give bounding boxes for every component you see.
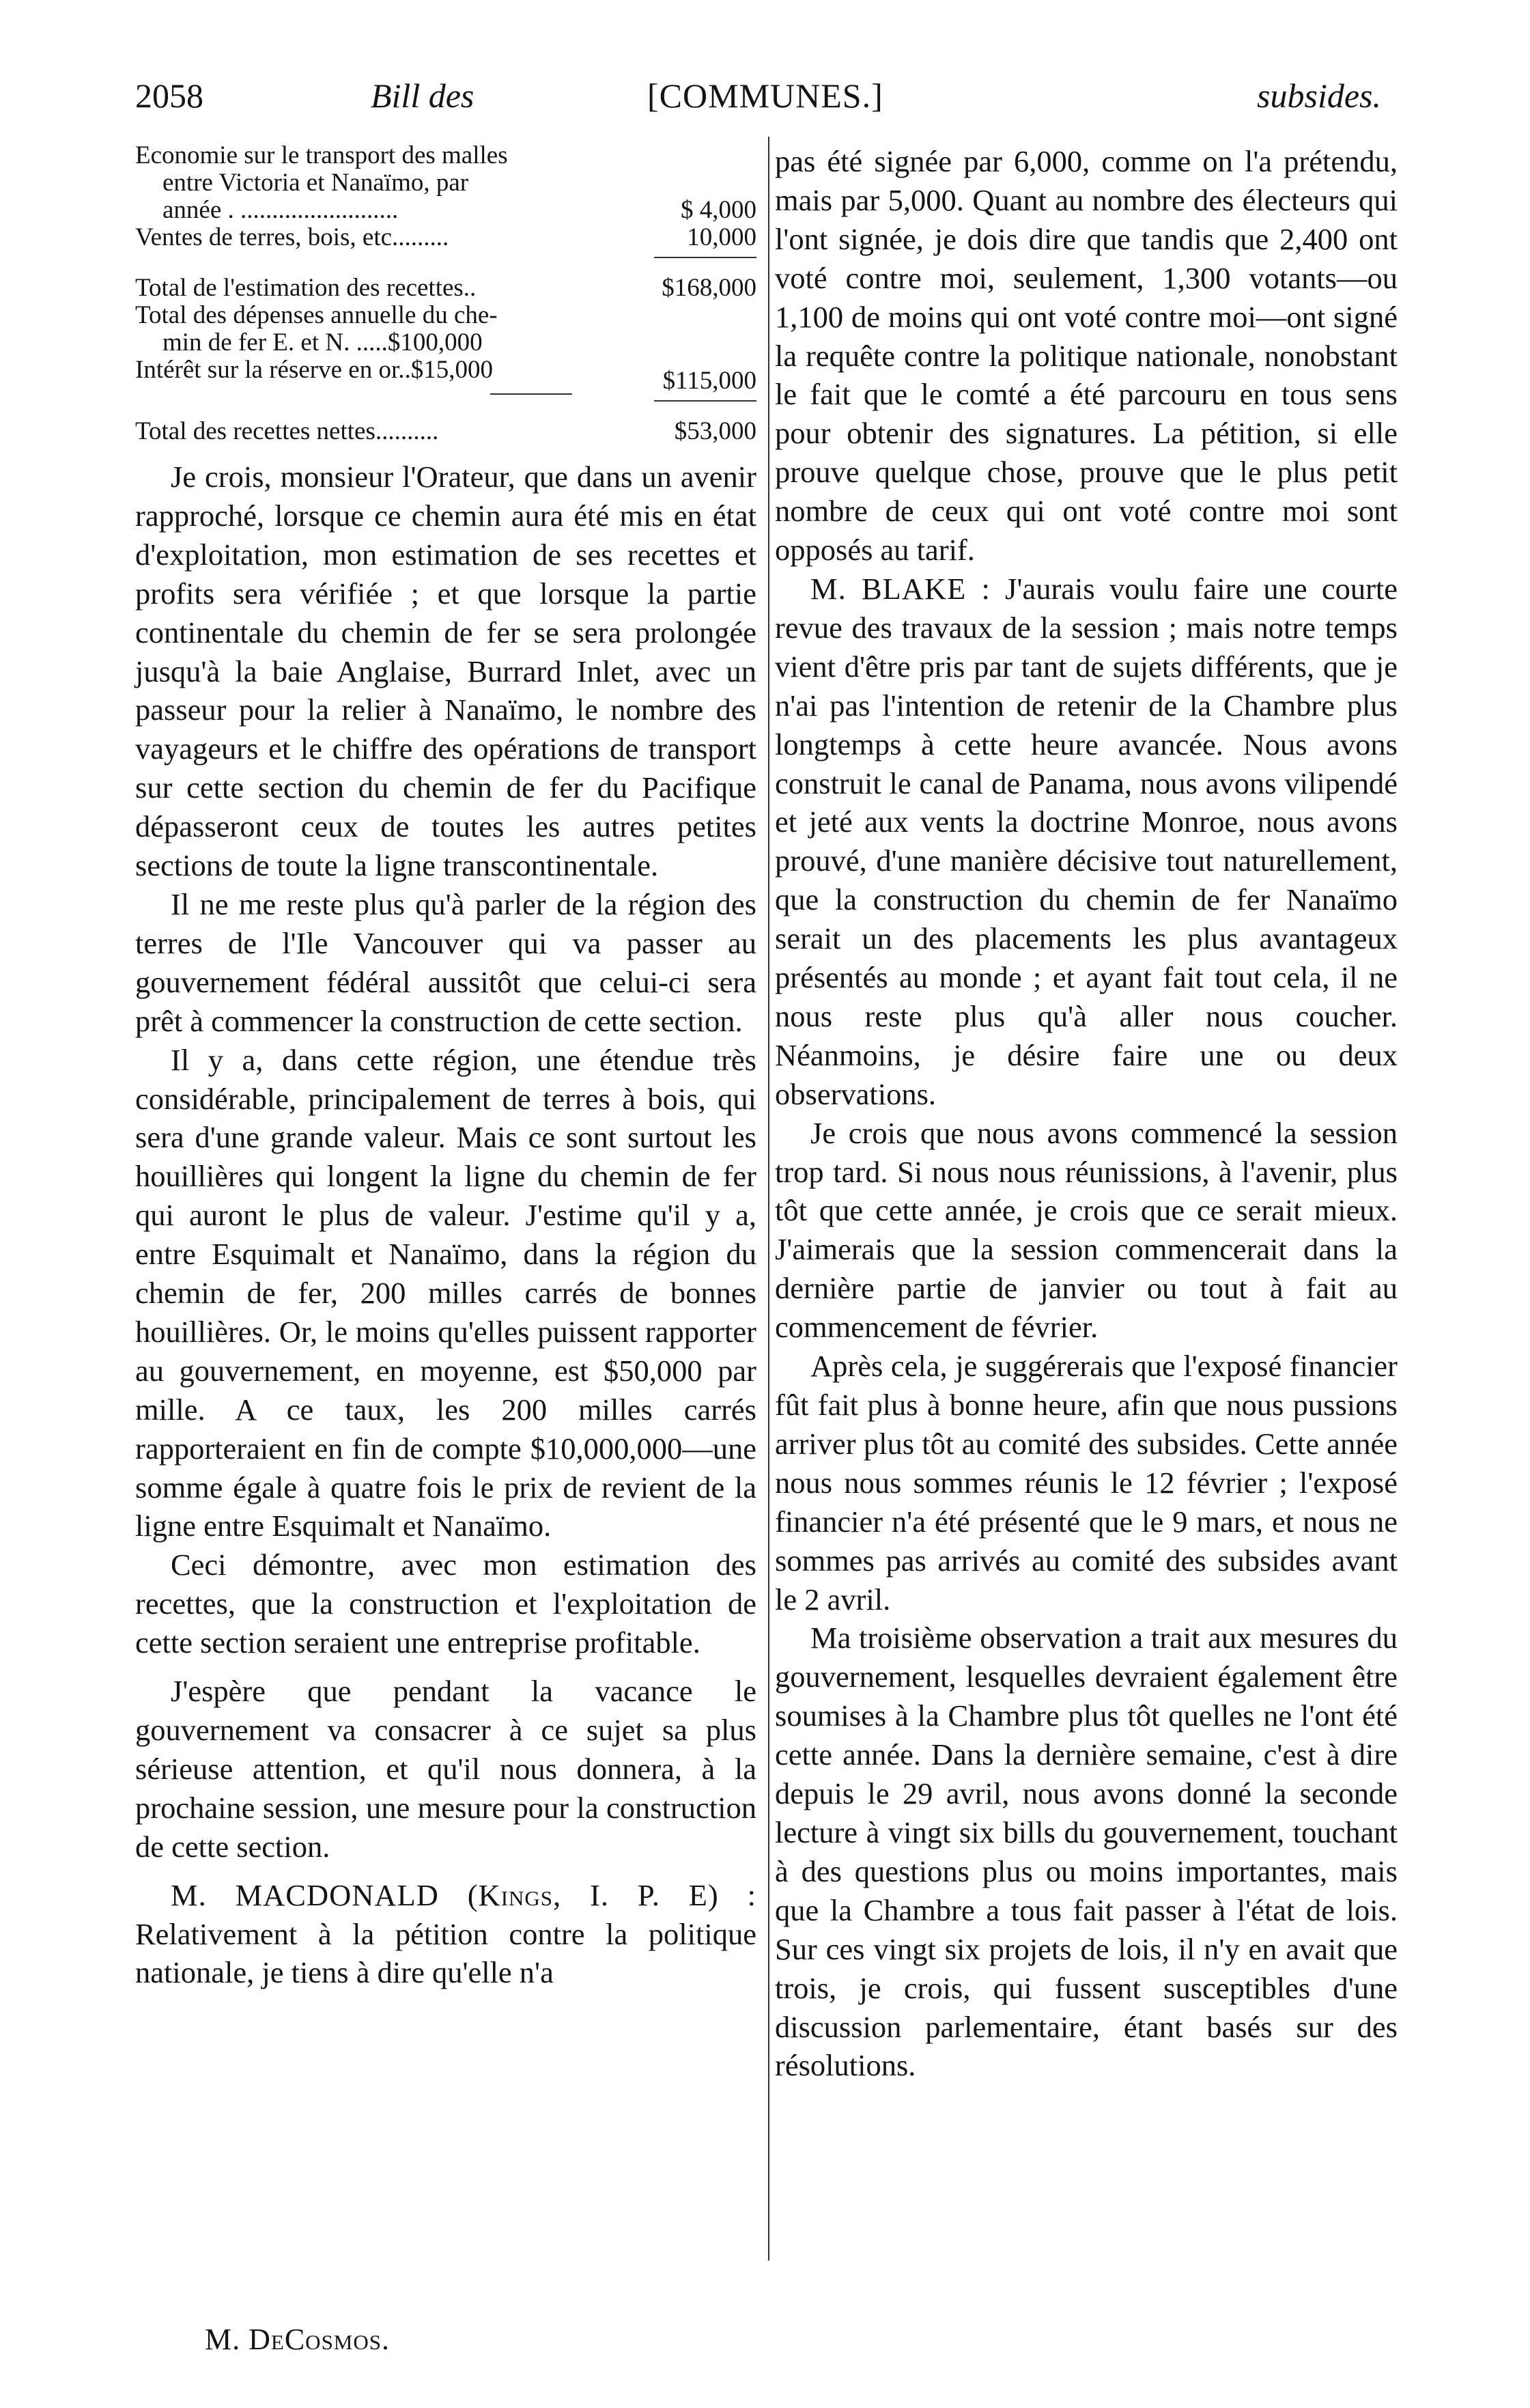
left-column: [135, 142, 756, 1992]
estimate-label: Intérêt sur la réserve en or..$15,000: [135, 356, 493, 384]
speech-text: Relativement à la pétition contre la politique nationale, je tiens à dire qu'elle n'a: [135, 1916, 756, 1990]
paragraph: Ma troisième observation a trait aux mesures du gouvernement, lesquelles devraient également être soumises à la Chambre plus tôt quelles ne l'ont été cette année. Dans la dernière semaine, c'est à dire depuis le 29 avril, nous avons donné la seconde lecture à vingt six bills du gouvernement, touchant à des questions plus ou moins importantes, mais que la Chambre a tous fait passer à l'état de lois. Sur ces vingt six projets de lois, il n'y en avait que trois, je crois, qui fussent susceptibles d'une discussion parlementaire, étant basés sur des résolutions.: [775, 1621, 1398, 2083]
paragraph: Après cela, je suggérerais que l'exposé financier fût fait plus à bonne heure, afin que nous pussions arriver plus tôt au comité des subsides. Cette année nous nous sommes réunis le 12 février ; l'exposé financier n'a été présenté que le 9 mars, et nous ne sommes pas arrivés au comité des subsides avant le 2 avril.: [775, 1349, 1398, 1616]
estimate-value: $168,000: [662, 274, 756, 302]
estimate-label: Total des recettes nettes..........: [135, 417, 439, 445]
right-column: [775, 142, 1398, 2085]
estimate-row: [135, 275, 756, 302]
footer-prefix: M.: [205, 2323, 249, 2356]
estimate-row: [135, 302, 756, 356]
estimate-value: $ 4,000: [681, 196, 756, 224]
estimate-label-cont: entre Victoria et Nanaïmo, par: [162, 169, 469, 197]
estimate-row: [135, 224, 756, 251]
estimate-label: Total de l'estimation des recettes..: [135, 274, 477, 302]
paragraph: pas été signée par 6,000, comme on l'a prétendu, mais par 5,000. Quant au nombre des électeurs qui l'ont signée, je dois dire que tandis que 2,400 ont voté contre moi, seulement, 1,300 votants—ou 1,100 de moins qui ont voté contre moi—ont signé la requête contre la politique nationale, nonobstant le fait que le comté a été parcouru en tous sens pour obtenir des signatures. La pétition, si elle prouve quelque chose, prouve que le plus petit nombre de ceux qui ont voté contre moi sont opposés au tarif.: [775, 144, 1398, 568]
paragraph: Je crois, monsieur l'Orateur, que dans un avenir rapproché, lorsque ce chemin aura été mis en état d'exploitation, mon estimation de ses recettes et profits sera vérifiée ; et que lorsque la partie continentale du chemin de fer se sera prolongée jusqu'à la baie Anglaise, Burrard Inlet, avec un passeur pour la relier à Nanaïmo, le nombre des vayageurs et le chiffre des opérations de transport sur cette section du chemin de fer du Pacifique dépasseront ceux de toutes les autres petites sections de toute la ligne transcontinentale.: [135, 460, 756, 883]
header-right-title: subsides.: [1257, 76, 1381, 115]
sub-rule: [490, 393, 572, 395]
estimate-label: Ventes de terres, bois, etc.........: [135, 223, 449, 251]
column-divider: [768, 137, 769, 2260]
estimate-row: [135, 418, 756, 445]
paragraph: Ceci démontre, avec mon estimation des recettes, que la construction et l'exploitation de cette section seraient une entreprise profitable.: [135, 1548, 756, 1660]
estimate-label-cont: année . .........................: [162, 196, 399, 224]
footer-name: DeCosmos.: [249, 2323, 391, 2356]
estimate-table: [135, 142, 756, 445]
estimate-label-cont: min de fer E. et N. .....$100,000: [162, 328, 483, 356]
header-center-title: [COMMUNES.]: [647, 76, 883, 115]
speaker-name: M. BLAKE :: [810, 571, 991, 606]
estimate-value: 10,000: [687, 223, 756, 251]
speech-macdonald: [135, 1876, 756, 1993]
speech-text: J'aurais voulu faire une courte revue des travaux de la session ; mais notre temps vient d'être pris par tant de sujets différents, que je n'ai pas l'intention de retenir de la Chambre plus longtemps à cette heure avancée. Nous avons construit le canal de Panama, nous avons vilipendé et jeté aux vents la doctrine Monroe, nous avons prouvé, d'une manière décisive tout naturellement, que la construction du chemin de fer Nanaïmo serait un des placements les plus avantageux présentés au monde ; et ayant fait tout cela, il ne nous reste plus qu'à aller nous coucher. Néanmoins, je désire faire une ou deux observations.: [775, 571, 1398, 1111]
paragraph: Il ne me reste plus qu'à parler de la région des terres de l'Ile Vancouver qui va passer au gouvernement fédéral aussitôt que celui-ci sera prêt à commencer la construction de cette section.: [135, 886, 756, 1038]
running-header: [135, 68, 1395, 123]
estimate-label: Total des dépenses annuelle du che-: [135, 301, 498, 329]
header-left-title: Bill des: [371, 76, 474, 115]
paragraph: J'espère que pendant la vacance le gouvernement va consacrer à ce sujet sa plus sérieuse attention, et qu'il nous donnera, à la prochaine session, une mesure pour la construction de cette section.: [135, 1674, 756, 1864]
paragraph: Je crois que nous avons commencé la session trop tard. Si nous nous réunissions, à l'avenir, plus tôt que cette année, je crois que ce serait mieux. J'aimerais que la session commencerait dans la dernière partie de janvier ou tout à fait au commencement de février.: [775, 1115, 1398, 1345]
sum-rule: [654, 400, 756, 402]
estimate-value: $115,000: [662, 367, 756, 395]
paragraph: Il y a, dans cette région, une étendue très considérable, principalement de terres à bois, qui sera d'une grande valeur. Mais ce sont surtout les houillières qui longent la ligne du chemin de fer qui auront le plus de valeur. J'estime qu'il y a, entre Esquimalt et Nanaïmo, dans la région du chemin de fer, 200 milles carrés de bonnes houillières. Or, le moins qu'elles puissent rapporter au gouvernement, en moyenne, est $50,000 par mille. A ce taux, les 200 milles carrés rapporteraient en fin de compte $10,000,000—une somme égale à quatre fois le prix de revient de la ligne entre Esquimalt et Nanaïmo.: [135, 1042, 756, 1543]
footer-signature: [205, 2322, 390, 2357]
estimate-value: $53,000: [674, 417, 756, 445]
estimate-row: [135, 142, 756, 224]
speaker-name: M. MACDONALD (Kings, I. P. E) :: [171, 1877, 756, 1912]
page-number: 2058: [135, 76, 203, 115]
estimate-label: Economie sur le transport des malles: [135, 141, 508, 169]
estimate-row: [135, 356, 756, 395]
sum-rule: [654, 257, 756, 258]
speech-blake: [775, 570, 1398, 1114]
